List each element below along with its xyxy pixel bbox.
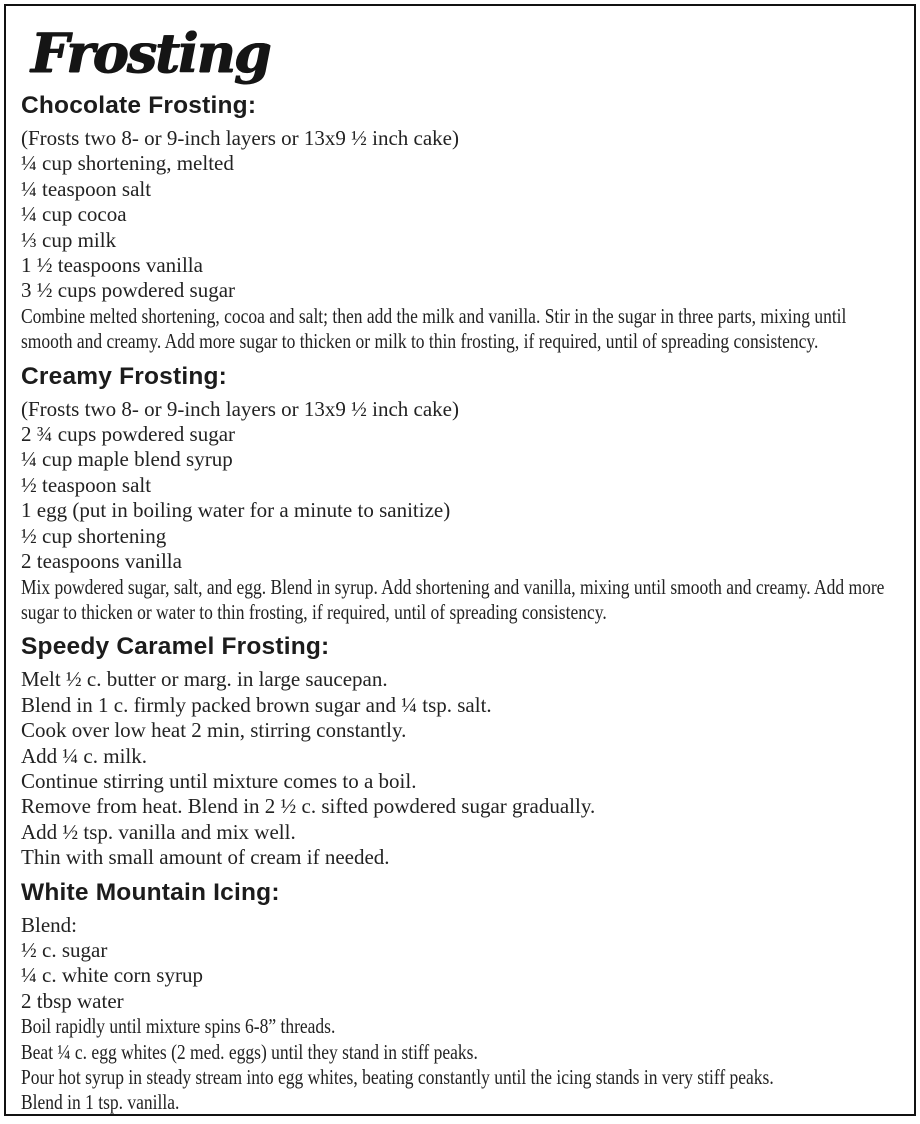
section-heading: White Mountain Icing:: [21, 878, 280, 906]
recipe-line: Remove from heat. Blend in 2 ½ c. sifted powdered sugar gradually.: [21, 794, 596, 819]
recipe-line: ¼ c. white corn syrup: [21, 963, 203, 988]
recipe-line: Cook over low heat 2 min, stirring constantly.: [21, 718, 407, 743]
section-heading: Speedy Caramel Frosting:: [21, 633, 330, 661]
recipe-line: ½ c. sugar: [21, 937, 108, 962]
recipe-line: ¼ cup maple blend syrup: [21, 447, 233, 472]
recipe-line: ¼ cup cocoa: [21, 202, 127, 227]
recipe-line: Add ¼ c. milk.: [21, 743, 147, 768]
recipe-line: Thin with small amount of cream if needed.: [21, 845, 390, 870]
recipe-line: ½ teaspoon salt: [21, 472, 152, 497]
recipe-line: (Frosts two 8- or 9-inch layers or 13x9 ½ inch cake): [21, 126, 459, 150]
section-heading: Chocolate Frosting:: [21, 92, 257, 119]
recipe-line: Blend in 1 tsp. vanilla.: [21, 1090, 180, 1115]
recipe-line: ½ cup shortening: [21, 523, 167, 548]
recipe-line: Pour hot syrup in steady stream into egg whites, beating constantly until the icing stands in very stiff peaks.: [21, 1065, 774, 1089]
recipe-section: [21, 362, 902, 626]
recipe-line: 1 ½ teaspoons vanilla: [21, 253, 203, 278]
sections: [21, 91, 902, 1116]
section-heading: Creamy Frosting:: [21, 362, 228, 390]
recipe-line: Beat ¼ c. egg whites (2 med. eggs) until they stand in stiff peaks.: [21, 1039, 478, 1064]
recipe-line: 1 egg (put in boiling water for a minute to sanitize): [21, 498, 451, 523]
recipe-line: 2 ¾ cups powdered sugar: [21, 422, 236, 447]
recipe-line: Boil rapidly until mixture spins 6-8” threads.: [21, 1014, 336, 1039]
recipe-line: Mix powdered sugar, salt, and egg. Blend in syrup. Add shortening and vanilla, mixing until smooth and creamy. Add more sugar to thicken or water to thin frosting, if required, until of spreading consistency.: [21, 574, 885, 624]
recipe-line: Add ½ tsp. vanilla and mix well.: [21, 819, 296, 844]
recipe-section: [21, 632, 902, 870]
recipe-line: ¼ teaspoon salt: [21, 176, 152, 201]
recipe-section: [21, 91, 902, 355]
recipe-line: ¼ cup shortening, melted: [21, 151, 234, 176]
recipe-line: Combine melted shortening, cocoa and salt; then add the milk and vanilla. Stir in the sugar in three parts, mixing until smooth and creamy. Add more sugar to thicken or milk to thin frosting, if required, until of spreading consistency.: [21, 303, 847, 354]
recipe-line: Melt ½ c. butter or marg. in large saucepan.: [21, 667, 388, 692]
recipe-line: ⅓ cup milk: [21, 227, 117, 252]
recipe-line: Blend:: [21, 912, 77, 937]
page-title: Frosting: [31, 21, 270, 85]
recipe-line: Continue stirring until mixture comes to a boil.: [21, 768, 417, 793]
recipe-section: [21, 878, 902, 1116]
recipe-line: 3 ½ cups powdered sugar: [21, 278, 236, 303]
recipe-line: 2 tbsp water: [21, 988, 124, 1013]
recipe-page: [4, 4, 916, 1116]
recipe-line: 2 teaspoons vanilla: [21, 549, 182, 574]
recipe-line: (Frosts two 8- or 9-inch layers or 13x9 ½ inch cake): [21, 396, 459, 421]
recipe-line: Blend in 1 c. firmly packed brown sugar and ¼ tsp. salt.: [21, 692, 492, 717]
